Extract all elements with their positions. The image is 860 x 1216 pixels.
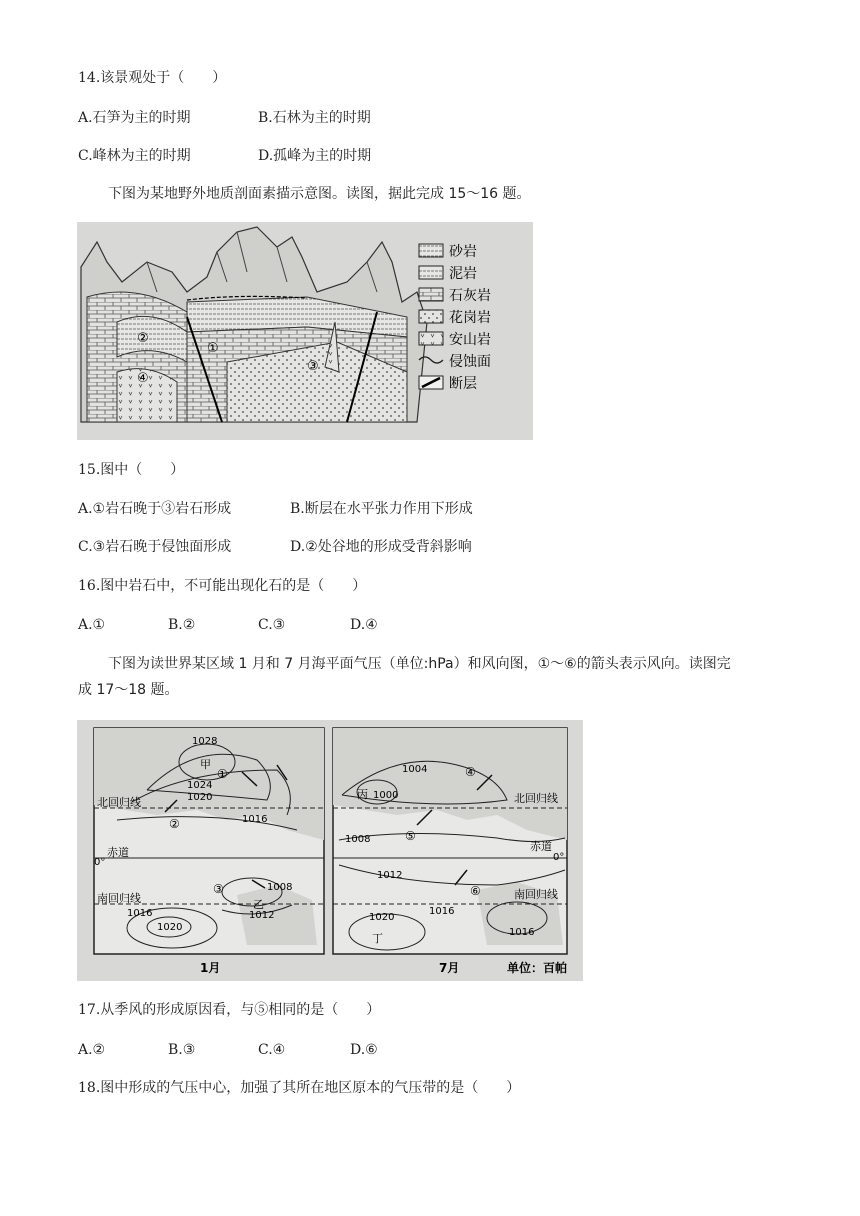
iso-1020-jan: 1020 [187,792,213,803]
q16-option-a: A.① [78,617,106,633]
legend-andesite: 安山岩 [449,332,491,348]
geologic-profile-figure [77,222,533,440]
caption-jul: 7月 [439,961,460,975]
legend-erosion-surface: 侵蚀面 [449,354,491,370]
center-ding: 丁 [372,932,383,945]
q15-option-c: C.③岩石晚于侵蚀面形成 [78,539,232,555]
arrow-label-5: ⑤ [405,829,416,843]
arrow-label-3: ③ [213,882,224,896]
q14-stem: 14.该景观处于（ ） [78,70,227,86]
iso-1020-jul: 1020 [369,912,395,923]
marker-4: ④ [137,371,149,386]
q15-option-a: A.①岩石晚于③岩石形成 [78,501,232,517]
iso-1016-jan: 1016 [242,814,268,825]
q14-option-c: C.峰林为主的时期 [78,148,191,164]
q16-option-b: B.② [168,617,196,633]
q16-option-d: D.④ [350,617,378,633]
q17-option-a: A.② [78,1042,106,1058]
zero-jan: 0° [94,857,106,868]
q16-option-c: C.③ [258,617,286,633]
pressure-wind-map-figure [77,720,583,981]
intro-17-18-line2: 成 17～18 题。 [78,682,179,698]
iso-1012-jul: 1012 [377,870,403,881]
legend-granite: 花岗岩 [449,310,491,326]
q15-stem: 15.图中（ ） [78,462,185,478]
iso-1008-jul: 1008 [345,834,371,845]
s-tropic-jan: 南回归线 [97,892,141,905]
legend-sandstone: 砂岩 [449,244,477,260]
legend-mudstone: 泥岩 [449,266,477,282]
equator-jul: 赤道 [530,840,552,853]
center-jia: 甲 [200,758,211,771]
zero-jul: 0° [553,852,565,863]
center-yi: 乙 [253,898,264,911]
n-tropic-jan: 北回归线 [97,796,141,809]
arrow-label-6: ⑥ [470,884,481,898]
center-bing: 丙 [357,788,368,801]
q14-option-b: B.石林为主的时期 [258,110,371,126]
q16-stem: 16.图中岩石中，不可能出现化石的是（ ） [78,578,367,594]
legend-limestone: 石灰岩 [449,288,491,304]
intro-15-16: 下图为某地野外地质剖面素描示意图。读图，据此完成 15～16 题。 [108,186,531,202]
iso-1016-jan-s: 1016 [127,908,153,919]
marker-2: ② [137,331,149,346]
n-tropic-jul: 北回归线 [514,792,558,805]
equator-jan: 赤道 [107,846,129,859]
iso-1016-jul-aus: 1016 [509,927,535,938]
iso-1012-jan: 1012 [249,910,275,921]
unit-label: 单位：百帕 [507,961,568,975]
iso-1020-jan-s: 1020 [157,922,183,933]
s-tropic-jul: 南回归线 [514,888,558,901]
legend-fault: 断层 [449,376,477,392]
intro-17-18-line1: 下图为读世界某区域 1 月和 7 月海平面气压（单位:hPa）和风向图，①～⑥的箭头表示风向。读图完 [108,656,731,672]
q17-stem: 17.从季风的形成原因看，与⑤相同的是（ ） [78,1002,381,1018]
iso-1024: 1024 [187,780,213,791]
q14-option-a: A.石笋为主的时期 [78,110,191,126]
q17-option-c: C.④ [258,1042,286,1058]
iso-1028: 1028 [192,736,218,747]
q15-option-b: B.断层在水平张力作用下形成 [290,501,473,517]
q17-option-b: B.③ [168,1042,196,1058]
iso-1008-jan: 1008 [267,882,293,893]
iso-1004: 1004 [402,764,428,775]
arrow-label-4: ④ [465,765,476,779]
marker-1: ① [207,341,219,356]
marker-3: ③ [307,359,319,374]
caption-jan: 1月 [200,961,221,975]
q14-option-d: D.孤峰为主的时期 [258,148,372,164]
q15-option-d: D.②处谷地的形成受背斜影响 [290,539,472,555]
iso-1016-jul: 1016 [429,906,455,917]
arrow-label-2: ② [169,817,180,831]
iso-1000: 1000 [373,790,399,801]
q17-option-d: D.⑥ [350,1042,378,1058]
q18-stem: 18.图中形成的气压中心，加强了其所在地区原本的气压带的是（ ） [78,1080,521,1096]
arrow-label-1: ① [217,767,228,781]
